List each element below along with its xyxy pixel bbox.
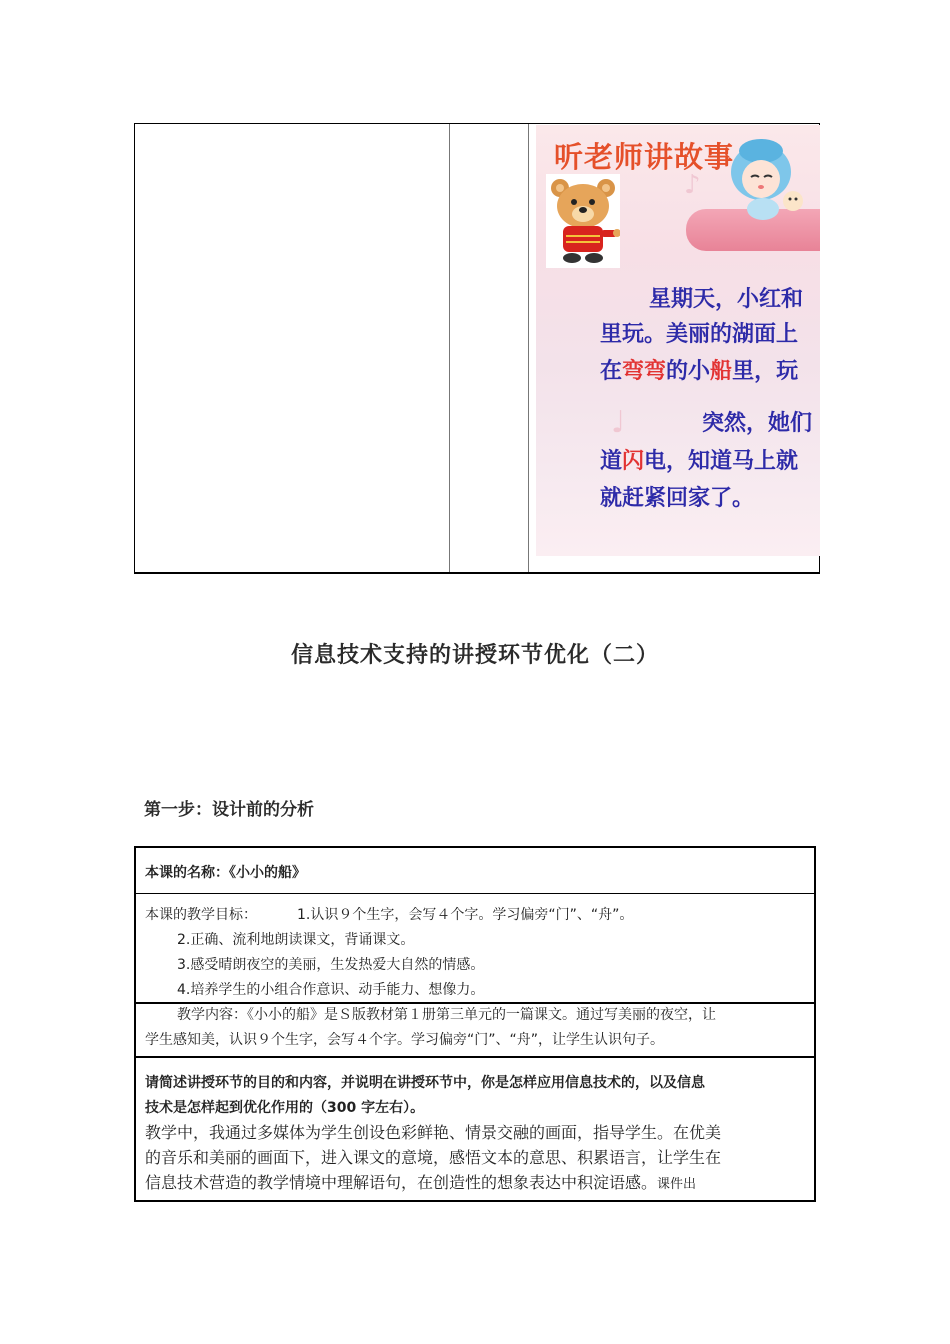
- cartoon-girl-icon: [721, 137, 816, 222]
- table-row: [136, 894, 814, 1004]
- teaching-content: 学生感知美，认识９个生字，会写４个字。学习偏旁“门”、“舟”，让学生认识句子。: [145, 1032, 665, 1048]
- table-row: [136, 1056, 814, 1204]
- story-line: 星期天，小红和: [649, 286, 804, 312]
- story-line: 里玩。美丽的湖面上: [600, 321, 799, 347]
- goals-label: 本课的教学目标：: [145, 907, 257, 923]
- table-row: [136, 848, 814, 894]
- story-line: 在弯弯的小船里，玩: [600, 358, 799, 384]
- music-note-icon: ♩: [611, 405, 626, 440]
- goal-item: 1.认识９个生字，会写４个字。学习偏旁“门”、“舟”。: [297, 907, 634, 923]
- goal-item: 2.正确、流利地朗读课文，背诵课文。: [177, 932, 415, 948]
- music-note-icon: ♪: [684, 170, 701, 200]
- top-table: [134, 123, 820, 574]
- table-cell-empty: [450, 124, 529, 572]
- goal-item: 3.感受晴朗夜空的美丽，生发热爱大自然的情感。: [177, 957, 485, 973]
- story-line: 突然，她们: [702, 410, 813, 436]
- section-title: 信息技术支持的讲授环节优化（二）: [290, 643, 659, 668]
- table-cell-empty: [135, 124, 450, 572]
- courseware-slide: [536, 125, 820, 556]
- cartoon-bear-icon: [546, 174, 620, 268]
- answer-text: 的音乐和美丽的画面下，进入课文的意境，感悟文本的意思、积累语言，让学生在: [145, 1148, 722, 1167]
- analysis-table: [134, 846, 816, 1202]
- question-text: 技术是怎样起到优化作用的（300 字左右）。: [145, 1100, 425, 1116]
- answer-text: 教学中，我通过多媒体为学生创设色彩鲜艳、情景交融的画面，指导学生。在优美: [145, 1123, 722, 1142]
- step-title: 第一步：设计前的分析: [144, 800, 314, 820]
- lesson-name: 本课的名称：《小小的船》: [145, 865, 306, 881]
- goal-item: 4.培养学生的小组合作意识、动手能力、想像力。: [177, 982, 485, 998]
- answer-text: 信息技术营造的教学情境中理解语句，在创造性的想象表达中积淀语感。课件出: [145, 1173, 697, 1192]
- story-line: 就赶紧回家了。: [600, 485, 755, 511]
- teaching-content: 教学内容：《小小的船》是Ｓ版教材第１册第三单元的一篇课文。通过写美丽的夜空，让: [177, 1007, 716, 1023]
- question-text: 请简述讲授环节的目的和内容，并说明在讲授环节中，你是怎样应用信息技术的，以及信息: [145, 1075, 705, 1091]
- story-line: 道闪电，知道马上就: [600, 448, 799, 474]
- slide-title: 听老师讲故事: [554, 140, 735, 174]
